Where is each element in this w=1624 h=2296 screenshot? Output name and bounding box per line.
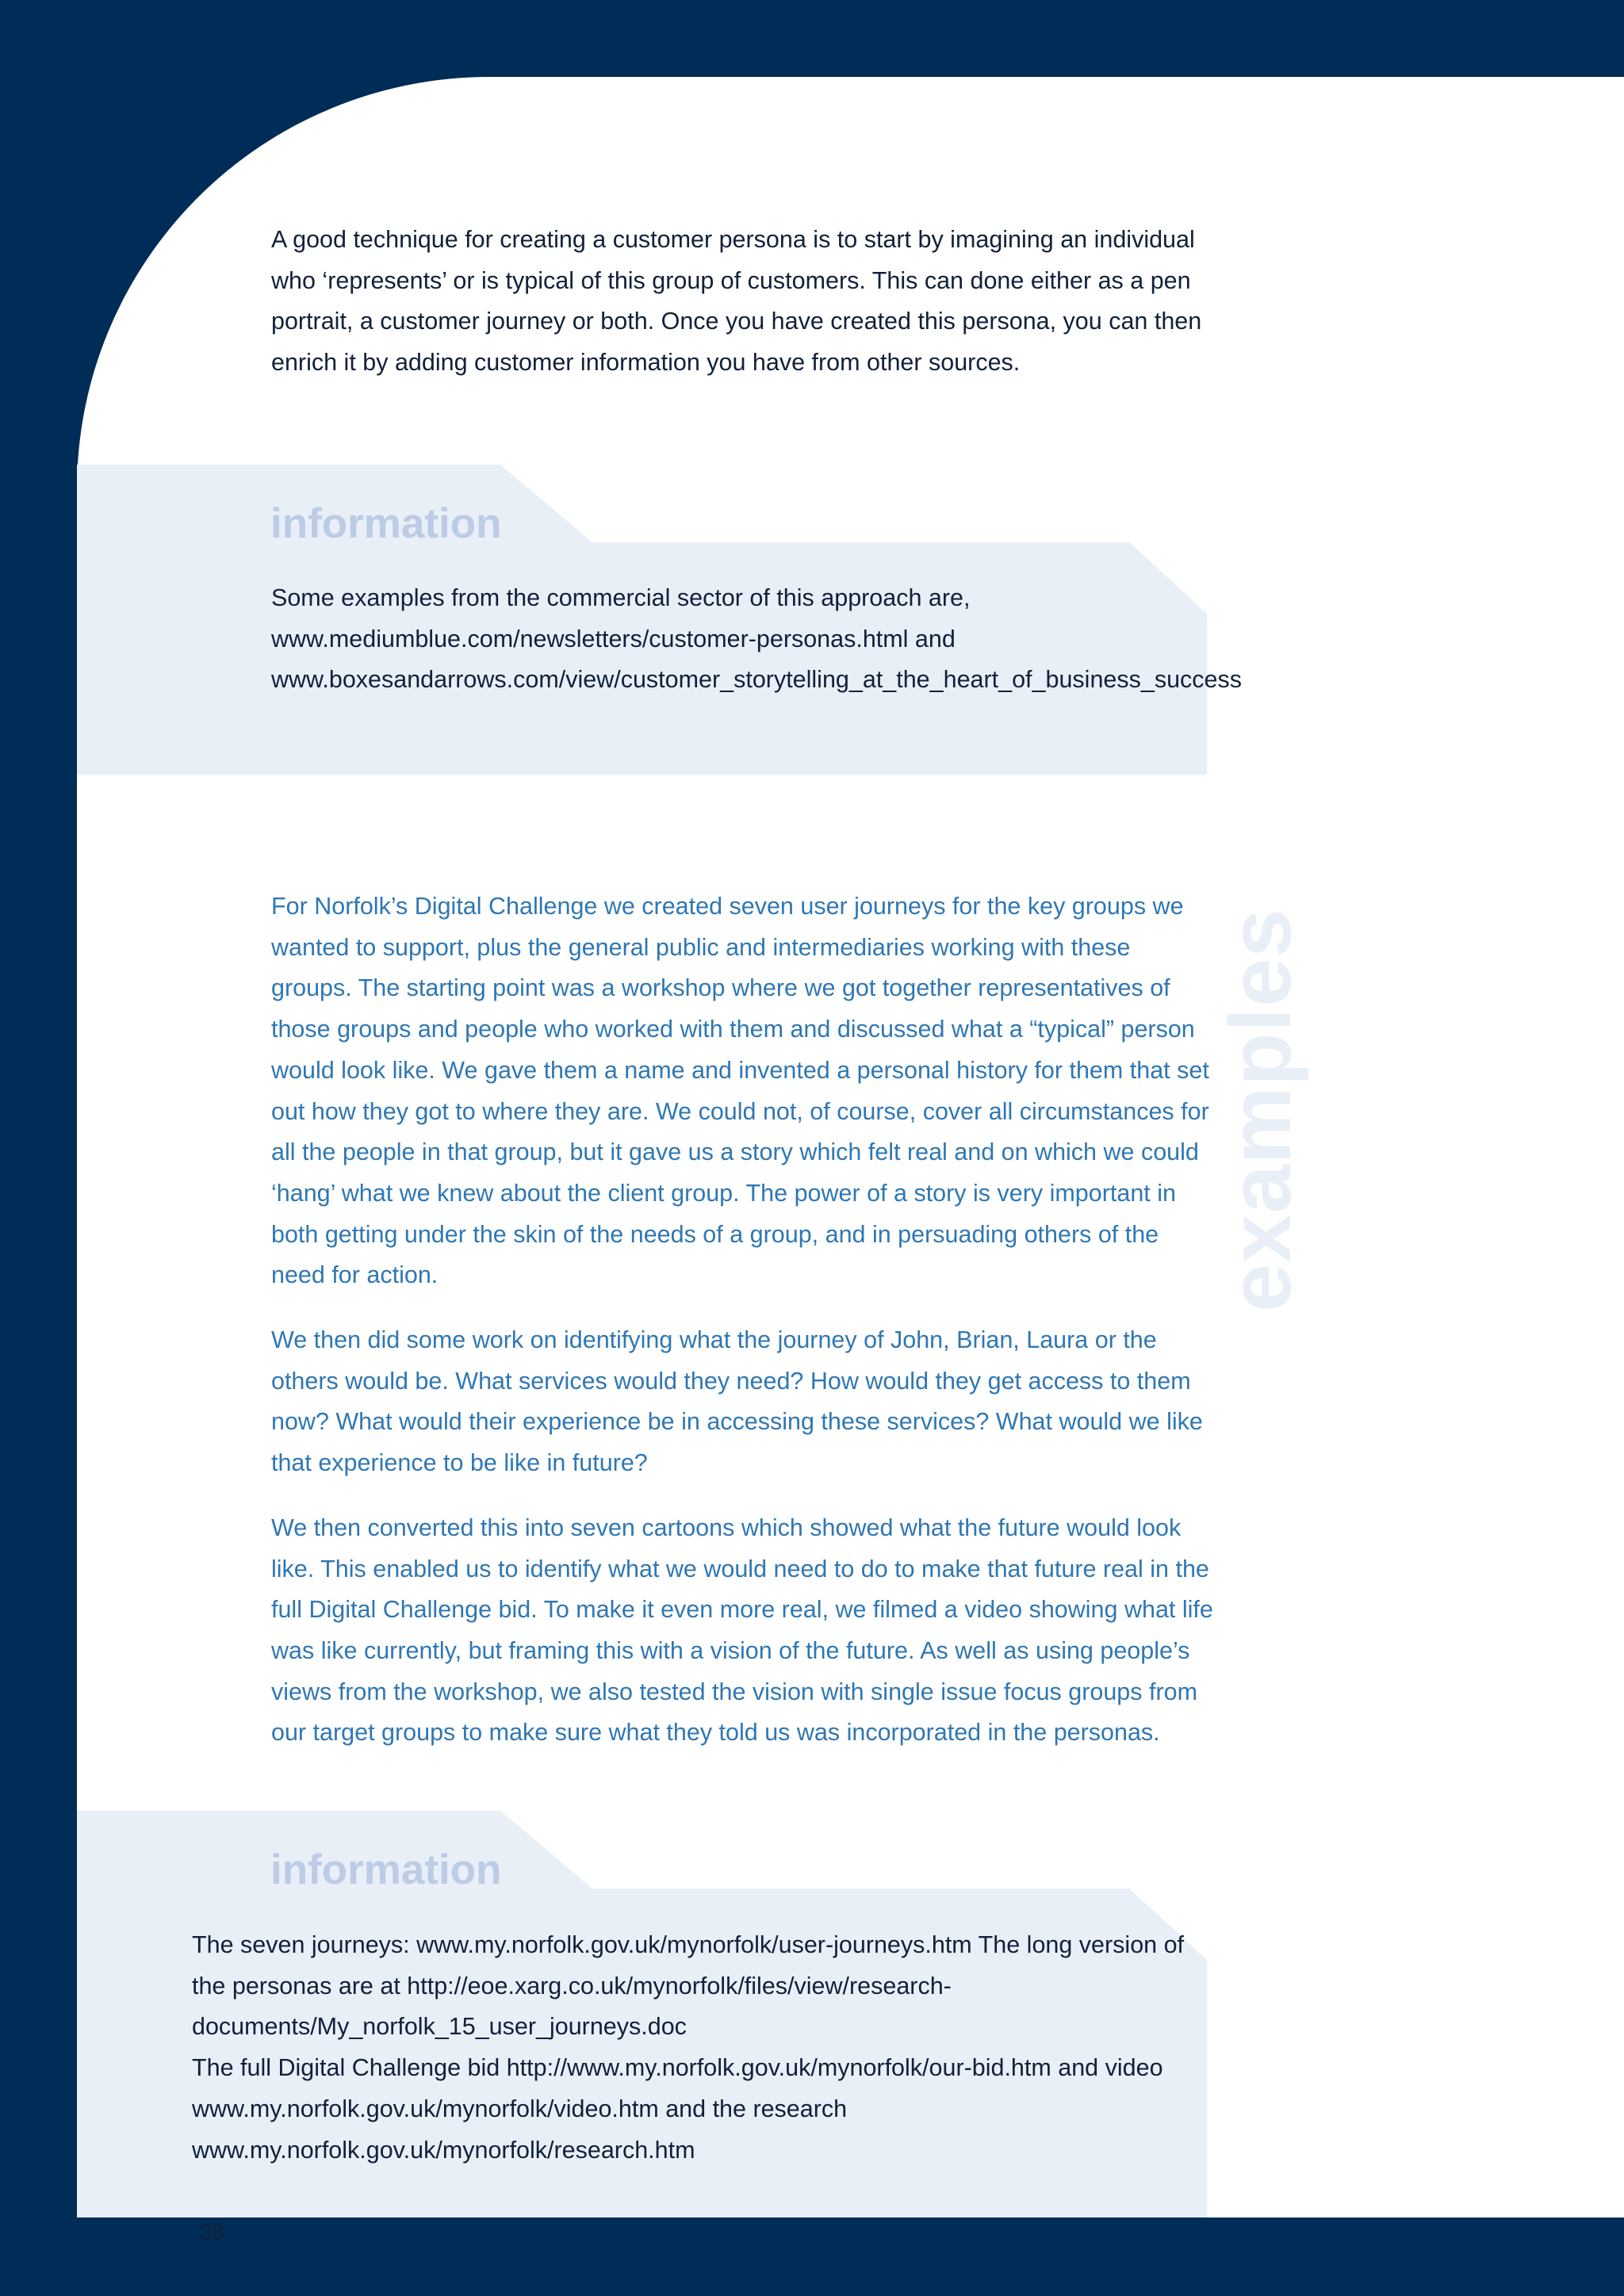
information-2-line-1: The seven journeys: www.my.norfolk.gov.uk/mynorfolk/user-journeys.htm The long version of the personas are at http://eoe.xarg.co.uk/mynorfolk/files/view/research-documents/My_norfolk_15_user_journeys.doc bbox=[192, 1931, 1185, 2041]
case-study-paragraph-3: We then converted this into seven cartoons which showed what the future would look like. This enabled us to identify what we would need to do to make that future real in the full Digital Challenge bid. To make it even more real, we filmed a video showing what life was like currently, but framing this with a vision of the future. As well as using people’s views from the workshop, we also tested the vision with single issue focus groups from our target groups to make sure what they told us was incorporated in the personas. bbox=[271, 1513, 1213, 1747]
information-label-1: information bbox=[270, 500, 502, 547]
information-2-line-2: The full Digital Challenge bid http://www.my.norfolk.gov.uk/mynorfolk/our-bid.htm and video www.my.norfolk.gov.uk/mynorfolk/video.htm and the research www.my.norfolk.gov.uk/mynorfolk/research.htm bbox=[192, 2054, 1163, 2164]
information-1-text: Some examples from the commercial sector of this approach are, www.mediumblue.com/newsletters/customer-personas.html and www.boxesandarrows.com/view/customer_storytelling_at_the_heart_of_business_success bbox=[271, 584, 1243, 694]
case-study-paragraph-1: For Norfolk’s Digital Challenge we created seven user journeys for the key groups we wanted to support, plus the general public and intermediaries working with these groups. The starting point was a workshop where we got together representatives of those groups and people who worked with them and discussed what a “typical” person would look like. We gave them a name and invented a personal history for them that set out how they got to where they are. We could not, of course, cover all circumstances for all the people in that group, but it gave us a story which felt real and on which we could ‘hang’ what we knew about the client group. The power of a story is very important in both getting under the skin of the needs of a group, and in persuading others of the need for action. bbox=[271, 893, 1209, 1289]
information-text-1 bbox=[271, 578, 1243, 701]
intro-paragraph bbox=[271, 220, 1215, 384]
information-text-2 bbox=[192, 1925, 1203, 2171]
page bbox=[77, 77, 1624, 2244]
examples-side-label: examples bbox=[1212, 908, 1309, 1312]
page-number: 38 bbox=[200, 2220, 225, 2244]
intro-text: A good technique for creating a customer persona is to start by imagining an individual who ‘represents’ or is typical of this group of customers. This can done either as a pen portrait, a customer journey or both. Once you have created this persona, you can then enrich it by adding customer information you have from other sources. bbox=[271, 226, 1202, 377]
case-study bbox=[271, 886, 1215, 1777]
information-label-2: information bbox=[270, 1846, 502, 1893]
case-study-paragraph-2: We then did some work on identifying what the journey of John, Brian, Laura or the others would be. What services would they need? How would they get access to them now? What would their experience be in accessing these services? What would we like that experience to be like in future? bbox=[271, 1326, 1203, 1477]
